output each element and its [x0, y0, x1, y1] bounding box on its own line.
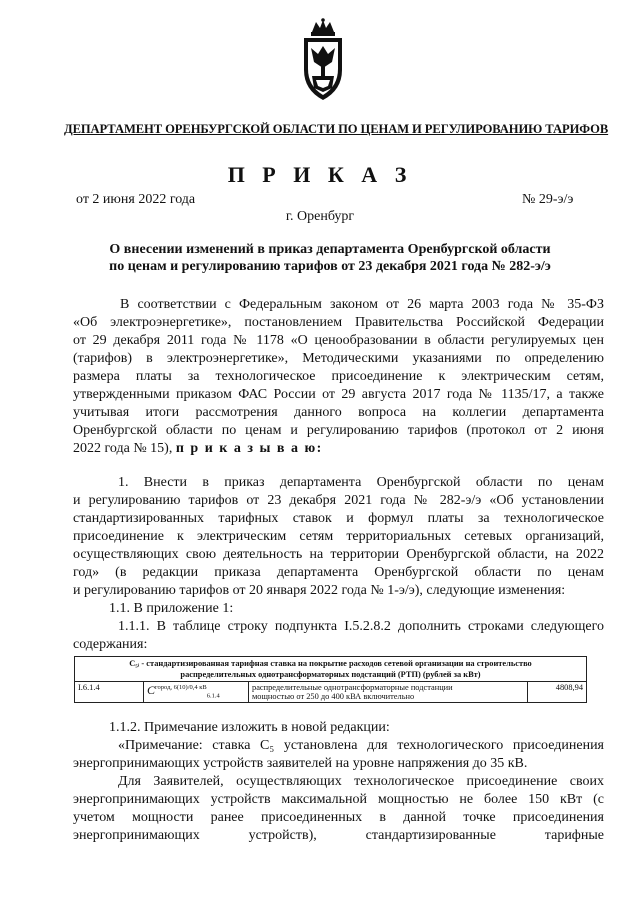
note-line: «Примечание: ставка C₅ установлена для технологического присоединения: [118, 738, 604, 753]
heading-line: по ценам и регулированию тарифов от 23 декабря 2021 года № 282-э/э: [109, 259, 551, 274]
table-cell-description: распределительные однотрансформаторные подстанции мощностью от 250 до 400 кВА включительно: [249, 682, 528, 703]
preamble-line: размера платы за технологическое присоединение к электрическим сетям,: [73, 369, 604, 384]
table-header-cell: C₅ᵢ - стандартизированная тарифная ставка на покрытие расходов сетевой организации на строительство распределительных однотрансформаторных подстанций (РТП) (рублей за кВт): [75, 657, 587, 682]
note-line: энергопринимающих устройств заявителей на уровне напряжения до 35 кВ.: [73, 756, 528, 771]
preamble-line: утвержденными приказом ФАС России от 29 августа 2017 года № 1135/17, а также: [73, 387, 604, 402]
preamble-line: В соответствии с Федеральным законом от 26 марта 2003 года № 35-ФЗ: [120, 297, 604, 312]
applicants-line: Для Заявителей, осуществляющих технологическое присоединение своих: [118, 774, 604, 789]
preamble-line: (тарифов) в электроэнергетике», Методическими указаниями по определению: [73, 351, 604, 366]
order-number: № 29-э/э: [522, 192, 574, 207]
item1-line: год» (в редакции приказа департамента Оренбургской области по ценам: [73, 565, 604, 580]
tariff-table: [74, 656, 587, 703]
item1-line: осуществляющих свою деятельность на территории Оренбургской области, на 2022: [73, 547, 604, 562]
department-title: ДЕПАРТАМЕНТ ОРЕНБУРГСКОЙ ОБЛАСТИ ПО ЦЕНАМ И РЕГУЛИРОВАНИЮ ТАРИФОВ: [64, 122, 609, 136]
item1-1-2: 1.1.2. Примечание изложить в новой редакции:: [109, 720, 390, 735]
document-type-title: П Р И К А З: [227, 162, 413, 187]
item1-1: 1.1. В приложение 1:: [109, 601, 234, 616]
table-header-row: [75, 657, 587, 682]
preamble-line: [73, 440, 323, 457]
preamble-line: от 29 декабря 2011 года № 1178 «О ценообразовании в области регулируемых цен: [73, 333, 604, 348]
order-date: от 2 июня 2022 года: [76, 192, 196, 207]
applicants-line: энергопринимающих устройств максимальной мощностью не более 150 кВт (с: [73, 792, 604, 807]
preamble-line: «Об электроэнергетике», постановлением Правительства Российской Федерации: [73, 315, 604, 330]
table-cell-code: I.6.1.4: [75, 682, 144, 703]
preamble-line: учитывая итоги рассмотрения данного вопроса на коллегии департамента: [73, 405, 604, 420]
item1-line: стандартизированных тарифных ставок и формул платы за технологическое: [73, 511, 604, 526]
item1-1-1-line: 1.1.1. В таблице строку подпункта I.5.2.8.2 дополнить строками следующего: [118, 619, 604, 634]
item1-line: и регулированию тарифов от 20 января 2022 года № 1-э/э), следующие изменения:: [73, 583, 566, 598]
item1-line: присоединение к электрическим сетям территориальных сетевых организаций,: [73, 529, 604, 544]
heading-line: О внесении изменений в приказ департамента Оренбургской области: [109, 242, 551, 257]
applicants-line: энергопринимающих устройств), стандартизированные тарифные: [73, 828, 604, 843]
order-city: г. Оренбург: [285, 209, 355, 224]
preamble-line: Оренбургской области по ценам и регулированию тарифов (протокол от 2 июня: [73, 423, 604, 438]
applicants-line: учетом мощности ранее присоединенных в данной точке присоединения: [73, 810, 604, 825]
item1-line: и регулированию тарифов от 23 декабря 2021 года № 282-э/э «Об установлении: [73, 493, 604, 508]
table-cell-value: 4808,94: [528, 682, 587, 703]
table-cell-formula: $C^{город, 6(10)/0,4 кВ}_{6.1.4}$: [144, 682, 249, 703]
item1-1-1-line: содержания:: [73, 637, 148, 652]
item1-line: 1. Внести в приказ департамента Оренбургской области по ценам: [118, 475, 604, 490]
preamble-last-text: 2022 года № 15),: [73, 441, 173, 456]
table-row: [75, 682, 587, 703]
order-keyword: п р и к а з ы в а ю:: [175, 441, 323, 456]
order-heading: [60, 241, 600, 275]
coat-of-arms-emblem: [298, 18, 348, 104]
